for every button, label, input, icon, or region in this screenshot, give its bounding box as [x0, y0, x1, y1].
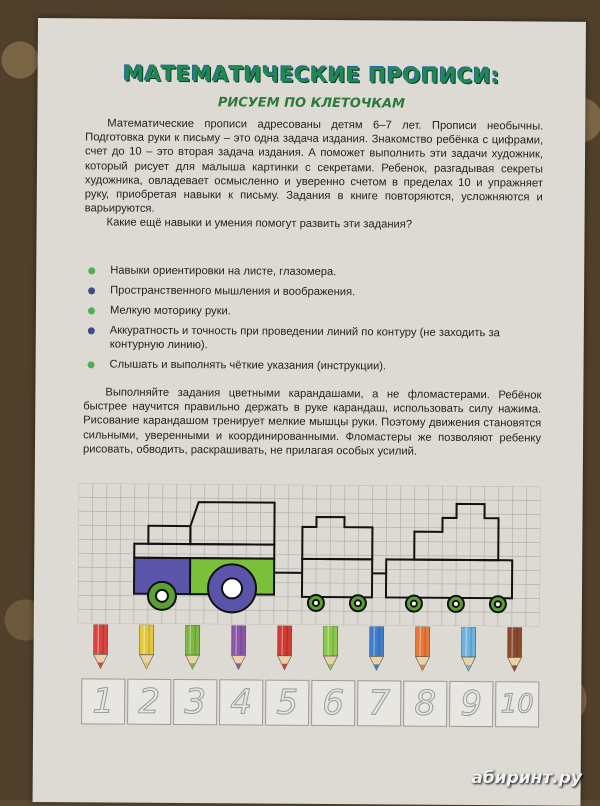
page-subtitle: РИСУЕМ ПО КЛЕТОЧКАМ	[37, 94, 585, 113]
digit-tracing-cell	[173, 679, 217, 725]
list-item	[86, 303, 541, 320]
light-blue-pencil-icon	[459, 627, 477, 675]
grid-line	[78, 609, 540, 612]
dotted-digit: 5	[266, 681, 308, 725]
wheel-hub-icon	[453, 601, 459, 607]
digit-tracing-cell	[357, 680, 401, 726]
dotted-digit: 7	[358, 681, 400, 725]
bullet-dot-icon	[88, 327, 95, 334]
intro-paragraph-1: Математические прописи адресованы детям 6–7 лет. Прописи необычны. Подготовка руки к письму – это одна задача издания. Знакомство ребёнка с цифрами, счет до 10 – это вторая задача издания. А поможет выполнить эти задачи художник, который рисует для малыша картинки с секретами. Ребенок, разгадывая секреты художника, овладевает осмысленно и уверенно счетом в пределах 10 и упражняет руку, приобретая навыки к письму. Задания в книге повторяются, усложняются и варьируются.	[85, 116, 544, 219]
digit-tracing-cell	[449, 681, 493, 727]
skills-list	[85, 263, 541, 380]
truck-roof-left-icon	[148, 526, 190, 544]
list-item	[86, 283, 541, 300]
list-item	[86, 263, 541, 280]
red-pencil-icon	[275, 626, 293, 674]
digit-tracing-cell	[81, 678, 125, 724]
dotted-digit: 4	[220, 680, 262, 724]
grid-line	[79, 511, 541, 514]
truck-hub-front-icon	[156, 590, 168, 602]
digit-tracing-cell	[495, 681, 539, 727]
trailer-1-cargo-icon	[302, 517, 372, 559]
trailer-2-bed	[386, 559, 512, 598]
trailer-2-drawing	[386, 503, 513, 612]
bullet-dot-icon	[88, 267, 95, 274]
trailer-1-bed	[302, 559, 372, 597]
intro-text	[85, 116, 544, 233]
grid-line	[78, 553, 540, 556]
dotted-digit: 3	[174, 680, 216, 724]
dotted-digit: 6	[312, 681, 354, 725]
watermark-text: абиринт.ру	[471, 768, 582, 788]
page-title: МАТЕМАТИЧЕСКИЕ ПРОПИСИ:	[38, 61, 586, 89]
red-pencil-icon	[91, 624, 109, 672]
drawing-grid	[78, 483, 541, 626]
dotted-digit: 2	[128, 680, 170, 724]
bullet-dot-icon	[88, 361, 95, 368]
list-item	[86, 323, 541, 354]
dotted-digit: 1	[82, 679, 124, 723]
truck-hub-rear-icon	[222, 578, 242, 598]
list-item-text: Аккуратность и точность при проведении линий по контуру (не заходить за контурную линию).	[110, 325, 500, 352]
intro-paragraph-2: Какие ещё навыки и умения помогут развить эти задания?	[85, 216, 543, 233]
yellow-pencil-icon	[137, 625, 155, 673]
wheel-hub-icon	[313, 600, 319, 606]
digit-tracing-cell	[265, 680, 309, 726]
wheel-hub-icon	[411, 601, 417, 607]
list-item-text: Мелкую моторику руки.	[110, 305, 231, 318]
digit-tracing-cell	[311, 680, 355, 726]
brown-pencil-icon	[505, 627, 523, 675]
digit-tracing-cell	[127, 679, 171, 725]
green-pencil-icon	[183, 625, 201, 673]
list-item	[86, 357, 541, 374]
list-item-text: Слышать и выполнять чёткие указания (инструкции).	[110, 359, 387, 373]
light-green-pencil-icon	[321, 626, 339, 674]
orange-pencil-icon	[413, 627, 431, 675]
dotted-digit: 8	[404, 682, 446, 726]
dotted-digit: 9	[450, 682, 492, 726]
bullet-dot-icon	[88, 307, 95, 314]
blue-pencil-icon	[367, 626, 385, 674]
digit-tracing-cell	[403, 681, 447, 727]
digit-tracing-row	[81, 678, 541, 727]
digit-tracing-cell	[219, 679, 263, 725]
grid-line	[79, 483, 541, 486]
advice-paragraph: Выполняйте задания цветными карандашами, а не фломастерами. Ребёнок быстрее научится правильно держать в руке карандаш, использовать силу нажима. Рисование карандашом тренирует мелкие мышцы руки. Поэтому движения становятся сильными, уверенными и координированными. Фломастеры же позволяют ребенку рисовать, обводить, раскрашивать, не прилагая особых усилий.	[83, 385, 541, 459]
pencil-advice-text	[83, 385, 541, 459]
book-page	[33, 18, 586, 806]
purple-pencil-icon	[229, 625, 247, 673]
dotted-digit: 10	[496, 682, 538, 726]
bullet-dot-icon	[88, 287, 95, 294]
grid-line	[79, 497, 541, 500]
list-item-text: Пространственного мышления и воображения.	[110, 285, 355, 299]
wheel-hub-icon	[355, 600, 361, 606]
wheel-hub-icon	[495, 601, 501, 607]
list-item-text: Навыки ориентировки на листе, глазомера.	[110, 265, 336, 279]
pencil-row	[81, 624, 541, 675]
